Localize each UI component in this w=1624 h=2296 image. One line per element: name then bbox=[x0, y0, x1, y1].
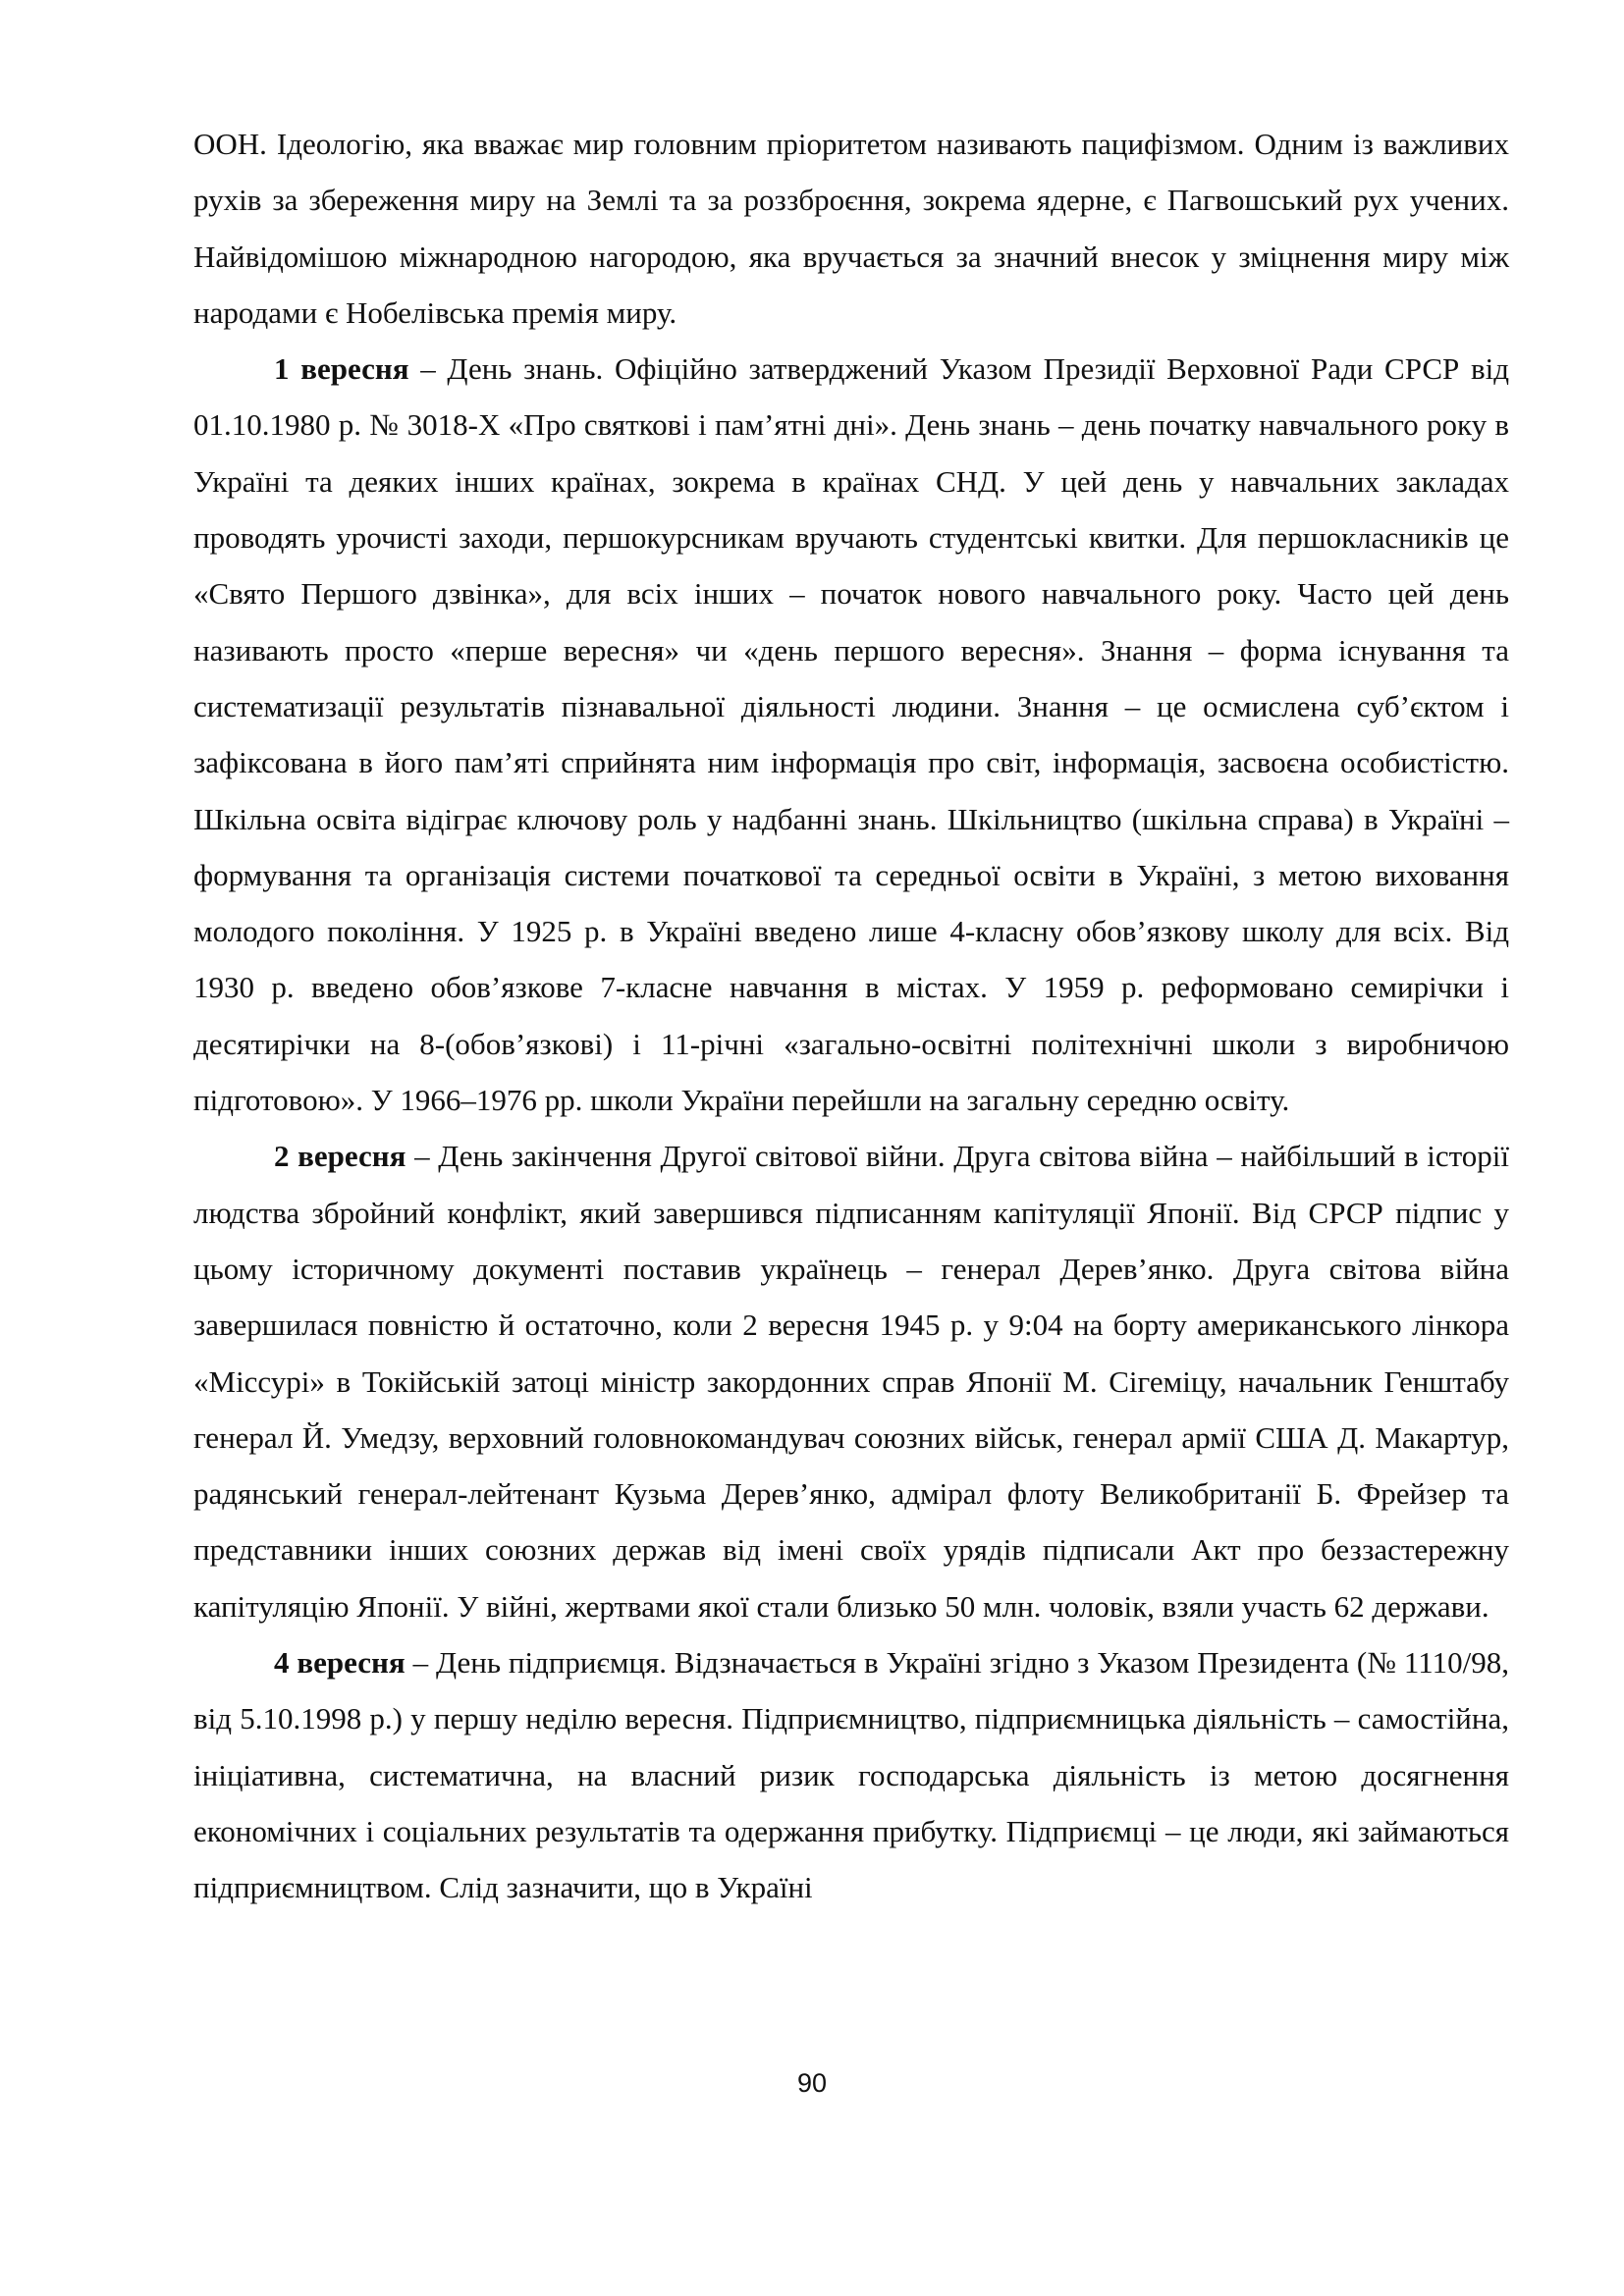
paragraph-sept-2 bbox=[193, 1128, 1509, 1634]
paragraph-text: – День закінчення Другої світової війни. Друга світова війна – найбільший в історії людства збройний конфлікт, який завершився підписанням капітуляції Японії. Від СРСР підпис у цьому історичному документі поставив українець – генерал Дерев’янко. Друга світова війна завершилася повністю й остаточно, коли 2 вересня 1945 р. у 9:04 на борту американського лінкора «Міссурі» в Токійській затоці міністр закордонних справ Японії М. Сігеміцу, начальник Генштабу генерал Й. Умедзу, верховний головнокомандувач союзних військ, генерал армії США Д. Макартур, радянський генерал-лейтенант Кузьма Дерев’янко, адмірал флоту Великобританії Б. Фрейзер та представники інших союзних держав від імені своїх урядів підписали Акт про беззастережну капітуляцію Японії. У війні, жертвами якої стали близько 50 млн. чоловік, взяли участь 62 держави. bbox=[193, 1139, 1509, 1624]
date-heading: 4 вересня bbox=[274, 1645, 406, 1681]
paragraph-sept-1 bbox=[193, 341, 1509, 1128]
body-text bbox=[193, 116, 1509, 1916]
date-heading: 2 вересня bbox=[274, 1139, 406, 1174]
paragraph-continuation bbox=[193, 116, 1509, 341]
paragraph-text: – День знань. Офіційно затверджений Указом Президії Верховної Ради СРСР від 01.10.1980 р. № 3018-X «Про святкові і пам’ятні дні». День знань – день початку навчального року в Україні та деяких інших країнах, зокрема в країнах СНД. У цей день у навчальних закладах проводять урочисті заходи, першокурсникам вручають студентські квитки. Для першокласників це «Свято Першого дзвінка», для всіх інших – початок нового навчального року. Часто цей день називають просто «перше вересня» чи «день першого вересня». Знання – форма існування та систематизації результатів пізнавальної діяльності людини. Знання – це осмислена суб’єктом і зафіксована в його пам’яті сприйнята ним інформація про світ, інформація, засвоєна особистістю. Шкільна освіта відіграє ключову роль у надбанні знань. Шкільництво (шкільна справа) в Україні – формування та організація системи початкової та середньої освіти в Україні, з метою виховання молодого покоління. У 1925 р. в Україні введено лише 4-класну обов’язкову школу для всіх. Від 1930 р. введено обов’язкове 7-класне навчання в містах. У 1959 р. реформовано семирічки і десятирічки на 8-(обов’язкові) і 11-річні «загально-освітні політехнічні школи з виробничою підготовою». У 1966–1976 рр. школи України перейшли на загальну середню освіту. bbox=[193, 351, 1509, 1118]
paragraph-text: – День підприємця. Відзначається в Україні згідно з Указом Президента (№ 1110/98, від 5.10.1998 р.) у першу неділю вересня. Підприємництво, підприємницька діяльність – самостійна, ініціативна, систематична, на власний ризик господарська діяльність із метою досягнення економічних і соціальних результатів та одержання прибутку. Підприємці – це люди, які займаються підприємництвом. Слід зазначити, що в Україні bbox=[193, 1645, 1509, 1905]
date-heading: 1 вересня bbox=[274, 351, 409, 387]
paragraph-sept-4 bbox=[193, 1634, 1509, 1915]
page-number: 90 bbox=[796, 2068, 828, 2098]
paragraph-text: ООН. Ідеологію, яка вважає мир головним пріоритетом називають пацифізмом. Одним із важливих рухів за збереження миру на Землі та за роззброєння, зокрема ядерне, є Пагвошський рух учених. Найвідомішою міжнародною нагородою, яка вручається за значний внесок у зміцнення миру між народами є Нобелівська премія миру. bbox=[193, 127, 1509, 330]
